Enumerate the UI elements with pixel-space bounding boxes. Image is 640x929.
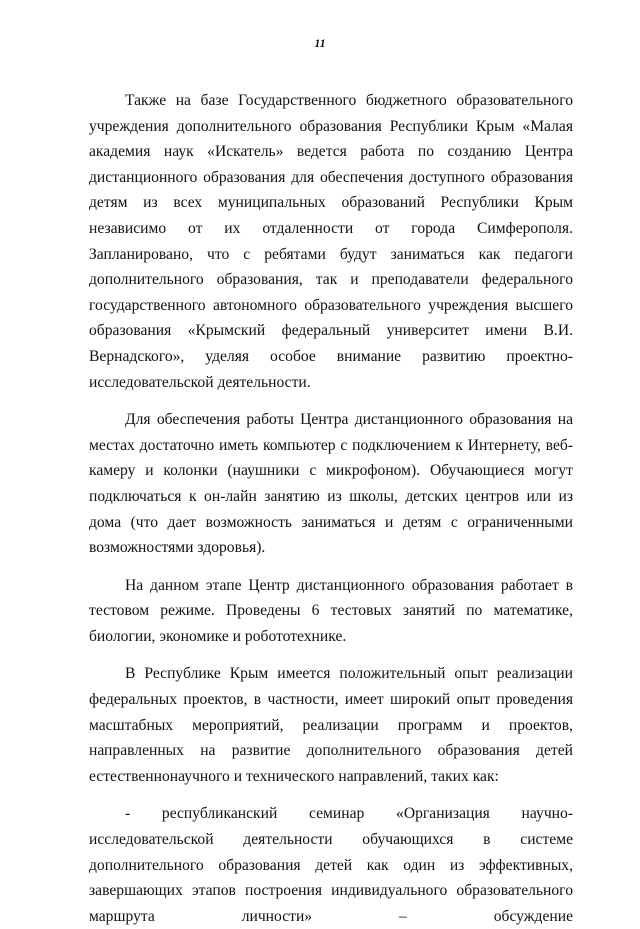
page-number: 11 (314, 36, 326, 50)
paragraph-equipment-requirements: Для обеспечения работы Центра дистанционного образования на местах достаточно иметь компьютер с подключением к Интернету, веб-камеру и колонки (наушники с микрофоном). Обучающиеся могут подключаться к он-лайн занятию из школы, детских центров или из дома (что дает возможность заниматься и детям с ограниченными возможностями здоровья). (89, 411, 573, 557)
paragraph-test-mode: На данном этапе Центр дистанционного образования работает в тестовом режиме. Проведены 6 тестовых занятий по математике, биологии, экономике и робототехнике. (89, 576, 573, 645)
paragraph-distance-center-intro: Также на базе Государственного бюджетного образовательного учреждения дополнительного образования Республики Крым «Малая академия наук «Искатель» ведется работа по созданию Центра дистанционного образования для обеспечения доступного образования детям из всех муниципальных образований Республики Крым независимо от их отдаленности от города Симферополя. Запланировано, что с ребятами будут заниматься как педагоги дополнительного образования, так и преподаватели федерального государственного автономного образовательного учреждения высшего образования «Крымский федеральный университет имени В.И. Вернадского», уделяя особое внимание развитию проектно-исследовательской деятельности. (89, 92, 573, 391)
paragraph-federal-projects: В Республике Крым имеется положительный опыт реализации федеральных проектов, в частности, имеет широкий опыт проведения масштабных мероприятий, реализации программ и проектов, направленных на развитие дополнительного образования детей естественнонаучного и технического направлений, таких как: (89, 665, 573, 785)
body-text (89, 88, 573, 929)
paragraph-seminar-item: - республиканский семинар «Организация научно-исследовательской деятельности обучающихся в системе дополнительного образования детей как один из эффективных, завершающих этапов построения индивидуального образовательного маршрута личности» – обсуждение (89, 805, 573, 925)
